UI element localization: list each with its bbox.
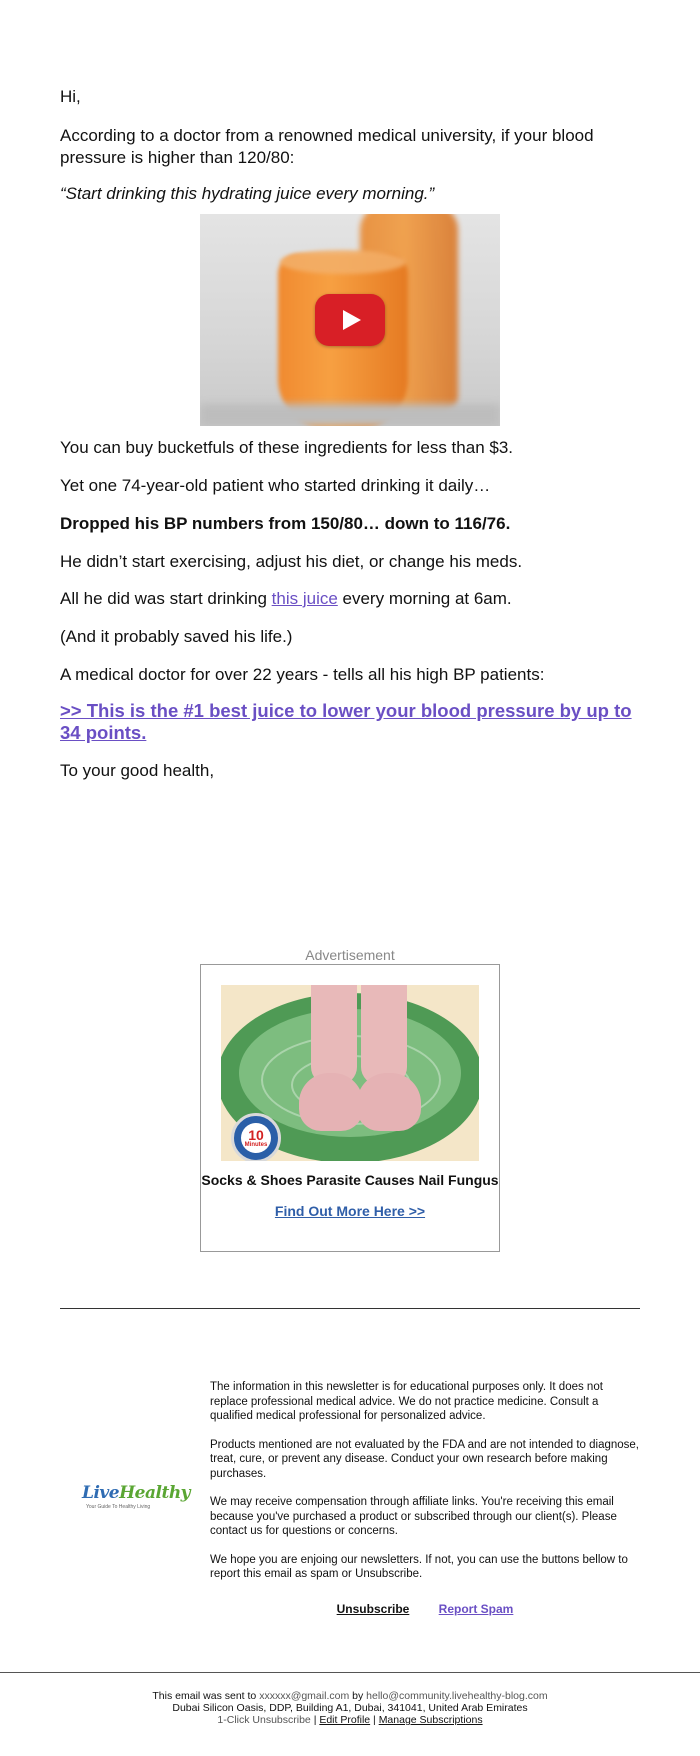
edit-profile-link[interactable]: Edit Profile: [319, 1714, 371, 1726]
ad-title: Socks & Shoes Parasite Causes Nail Fungus: [201, 1172, 499, 1188]
bottom-divider: [0, 1672, 700, 1673]
ad-feet-soak-image: [221, 985, 479, 1161]
video-thumbnail[interactable]: [200, 214, 500, 426]
paragraph-doctor: A medical doctor for over 22 years - tells all his high BP patients:: [60, 665, 545, 684]
sender-email: hello@community.livehealthy-blog.com: [366, 1690, 548, 1702]
foot-left-icon: [299, 1073, 363, 1131]
sent-to-line: This email was sent to xxxxxx@gmail.com by hello@community.livehealthy-blog.com: [152, 1690, 548, 1702]
juice-text-before: All he did was start drinking: [60, 589, 272, 608]
report-spam-button[interactable]: Report Spam: [438, 1602, 514, 1616]
recipient-email: xxxxxx@gmail.com: [259, 1690, 350, 1702]
disclaimer-fda: Products mentioned are not evaluated by the FDA and are not intended to diagnose, treat, cure, or prevent any disease. Conduct your own research before making purchases.: [210, 1438, 639, 1480]
signoff: To your good health,: [60, 761, 215, 780]
bottom-info: [140, 1690, 560, 1726]
advertisement-label: Advertisement: [305, 947, 395, 963]
disclaimer-educational: The information in this newsletter is for educational purposes only. It does not replace professional medical advice. We do not practice medicine. Consult a qualified medical professional for personalized advice.: [210, 1381, 603, 1422]
logo-tagline: Your Guide To Healthy Living: [86, 1504, 151, 1510]
manage-subscriptions-link[interactable]: Manage Subscriptions: [378, 1714, 483, 1726]
foot-right-icon: [357, 1073, 421, 1131]
advertisement-box[interactable]: [200, 964, 500, 1252]
ad-find-out-more-link[interactable]: Find Out More Here >>: [274, 1203, 426, 1219]
quote: “Start drinking this hydrating juice every morning.”: [60, 184, 435, 203]
one-click-unsubscribe-link[interactable]: 1-Click Unsubscribe: [217, 1714, 311, 1726]
this-juice-link[interactable]: this juice: [271, 589, 338, 608]
play-button-icon[interactable]: [315, 294, 385, 346]
subscription-links: 1-Click Unsubscribe | Edit Profile | Manage Subscriptions: [217, 1714, 483, 1726]
juice-text-after: every morning at 6am.: [337, 589, 512, 608]
timer-clock-icon: 10 Minutes: [231, 1113, 281, 1161]
paragraph-juice: [60, 588, 512, 610]
email-actions: [210, 1602, 640, 1616]
livehealthy-logo: LiveHealthy Your Guide To Healthy Living: [82, 1483, 191, 1510]
section-divider: [60, 1308, 640, 1309]
disclaimer-block: [210, 1380, 640, 1596]
paragraph-ingredients: You can buy bucketfuls of these ingredients for less than $3.: [60, 438, 513, 457]
paragraph-saved-life: (And it probably saved his life.): [60, 627, 293, 646]
unsubscribe-button[interactable]: Unsubscribe: [336, 1602, 410, 1616]
paragraph-no-changes: He didn’t start exercising, adjust his diet, or change his meds.: [60, 552, 523, 571]
sender-address: Dubai Silicon Oasis, DDP, Building A1, Dubai, 341041, United Arab Emirates: [172, 1702, 528, 1714]
headline-cta-link[interactable]: >> This is the #1 best juice to lower your blood pressure by up to 34 points.: [60, 700, 632, 743]
greeting: Hi,: [60, 87, 81, 106]
paragraph-patient: Yet one 74-year-old patient who started drinking it daily…: [60, 476, 491, 495]
disclaimer-affiliate: We may receive compensation through affiliate links. You're receiving this email because you've purchased a product or subscribed through our client(s). Please contact us for questions or concerns.: [210, 1496, 617, 1537]
paragraph-bp-result: Dropped his BP numbers from 150/80… down to 116/76.: [60, 514, 511, 533]
intro-paragraph: According to a doctor from a renowned medical university, if your blood pressure is higher than 120/80:: [60, 126, 594, 167]
disclaimer-unsubscribe-info: We hope you are enjoing our newsletters. If not, you can use the buttons bellow to report this email as spam or Unsubscribe.: [210, 1553, 628, 1580]
